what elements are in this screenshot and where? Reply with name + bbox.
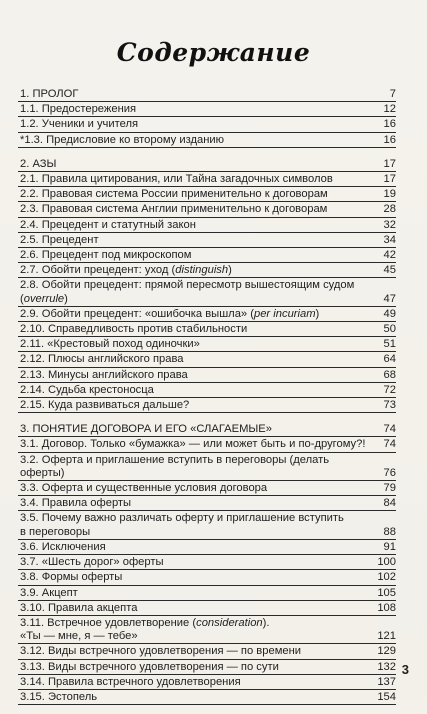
toc-entry[interactable] xyxy=(18,352,396,367)
toc-entry-page: 132 xyxy=(377,660,396,673)
toc-entry-title: 3.4. Правила оферты xyxy=(20,497,132,510)
toc-entry-page: 17 xyxy=(383,157,396,170)
toc-entry-page: 79 xyxy=(383,482,396,495)
toc-entry[interactable] xyxy=(18,157,396,172)
toc-entry-page: 91 xyxy=(383,540,396,553)
toc-entry[interactable] xyxy=(18,102,396,117)
toc-entry-page: 16 xyxy=(383,133,396,146)
toc-entry[interactable] xyxy=(18,453,396,481)
toc-entry-title: 2.3. Правовая система Англии применительно к договорам xyxy=(20,203,328,216)
toc-entry-page: 16 xyxy=(383,118,396,131)
toc-entry-page: 72 xyxy=(383,383,396,396)
toc-entry[interactable] xyxy=(18,398,396,413)
toc-entry-page: 19 xyxy=(383,188,396,201)
toc-entry-title: 3.9. Акцепт xyxy=(20,586,78,599)
toc-entry[interactable] xyxy=(18,555,396,570)
toc-entry-page: 45 xyxy=(383,264,396,277)
toc-entry-title: 2.7. Обойти прецедент: уход (distinguish) xyxy=(20,264,232,277)
toc-entry-title: 2.1. Правила цитирования, или Тайна загадочных символов xyxy=(20,173,333,186)
toc-entry-title: 2.13. Минусы английского права xyxy=(20,368,188,381)
toc-entry[interactable] xyxy=(18,368,396,383)
toc-entry-title: 2.15. Куда развиваться дальше? xyxy=(20,399,190,412)
toc-entry[interactable] xyxy=(18,383,396,398)
toc-entry[interactable] xyxy=(18,422,396,437)
toc-entry-title: 1. ПРОЛОГ xyxy=(20,88,79,100)
toc-entry-title: 2.14. Судьба крестоносца xyxy=(20,383,154,396)
toc-entry-page: 34 xyxy=(383,233,396,246)
toc-entry-title-continued: (overrule) xyxy=(20,292,68,305)
toc-entry-page: 28 xyxy=(383,203,396,216)
toc-entry-page: 68 xyxy=(383,368,396,381)
toc-entry[interactable] xyxy=(18,322,396,337)
toc-entry-title: 2.5. Прецедент xyxy=(20,233,99,246)
toc-entry-page: 102 xyxy=(377,571,396,584)
toc-section xyxy=(18,87,396,148)
toc-entry-page: 137 xyxy=(377,675,396,688)
toc-entry-title: 3.3. Оферта и существенные условия договора xyxy=(20,482,268,495)
toc-entry-title: 3.14. Правила встречного удовлетворения xyxy=(20,675,241,688)
toc-entry-page: 74 xyxy=(383,438,396,451)
toc-entry-title-continued: в переговоры xyxy=(20,525,91,538)
toc-entry[interactable] xyxy=(18,496,396,511)
toc-entry[interactable] xyxy=(18,644,396,659)
toc-entry[interactable] xyxy=(18,278,396,306)
toc-entry-title: 2.4. Прецедент и статутный закон xyxy=(20,218,196,231)
toc-entry-page: 64 xyxy=(383,353,396,366)
toc-entry-page: 12 xyxy=(383,103,396,116)
toc-entry[interactable] xyxy=(18,616,396,644)
toc-entry-title: *1.3. Предисловие ко второму изданию xyxy=(20,133,225,146)
toc-entry-page: 74 xyxy=(383,423,396,436)
toc-entry-title: 3. ПОНЯТИЕ ДОГОВОРА И ЕГО «СЛАГАЕМЫЕ» xyxy=(20,423,272,436)
toc-entry-page: 108 xyxy=(377,601,396,614)
page-title: Содержание xyxy=(116,38,311,67)
toc-entry[interactable] xyxy=(18,202,396,217)
toc-entry-page: 100 xyxy=(377,556,396,569)
toc-entry[interactable] xyxy=(18,87,396,102)
toc-entry-title: 3.5. Почему важно различать оферту и приглашение вступить в переговоры xyxy=(18,512,366,538)
toc-entry[interactable] xyxy=(18,601,396,616)
toc-entry-title: 3.6. Исключения xyxy=(20,540,106,553)
toc-entry[interactable] xyxy=(18,248,396,263)
table-of-contents xyxy=(18,87,396,714)
toc-entry-title: 2.9. Обойти прецедент: «ошибочка вышла» (per incuriam) xyxy=(20,307,320,320)
toc-entry[interactable] xyxy=(18,586,396,601)
toc-entry[interactable] xyxy=(18,660,396,675)
toc-entry-page: 154 xyxy=(377,690,396,703)
toc-entry[interactable] xyxy=(18,117,396,132)
toc-entry-title: 3.15. Эстопель xyxy=(20,690,98,703)
toc-entry-title-continued: «Ты — мне, я — тебе» xyxy=(20,630,138,643)
toc-entry[interactable] xyxy=(18,172,396,187)
page-number: 3 xyxy=(401,662,409,677)
toc-entry-title: 3.1. Договор. Только «бумажка» — или может быть и по-другому?! xyxy=(20,438,366,451)
toc-entry-title: 3.12. Виды встречного удовлетворения — по времени xyxy=(20,645,302,658)
toc-entry-page: 7 xyxy=(389,88,396,100)
toc-entry[interactable] xyxy=(18,437,396,452)
toc-entry-title: 3.11. Встречное удовлетворение (consideration). «Ты — мне, я — тебе» xyxy=(18,617,366,643)
toc-entry[interactable] xyxy=(18,307,396,322)
toc-entry-page: 42 xyxy=(383,249,396,262)
toc-entry[interactable] xyxy=(18,540,396,555)
toc-entry-page: 47 xyxy=(383,292,396,305)
toc-entry-title: 3.8. Формы оферты xyxy=(20,571,123,584)
toc-entry[interactable] xyxy=(18,690,396,705)
toc-entry[interactable] xyxy=(18,187,396,202)
toc-entry[interactable] xyxy=(18,263,396,278)
toc-entry-title: 2.11. «Крестовый поход одиночки» xyxy=(20,338,200,351)
toc-entry-page: 49 xyxy=(383,307,396,320)
toc-entry-page: 121 xyxy=(377,630,396,643)
toc-entry-page: 51 xyxy=(383,338,396,351)
toc-entry[interactable] xyxy=(18,218,396,233)
toc-entry-page: 32 xyxy=(383,218,396,231)
toc-entry-page: 76 xyxy=(383,466,396,479)
toc-entry-title: 2.12. Плюсы английского права xyxy=(20,353,184,366)
toc-entry[interactable] xyxy=(18,233,396,248)
toc-entry-page: 88 xyxy=(383,525,396,538)
toc-section xyxy=(18,157,396,413)
toc-entry-page: 105 xyxy=(377,586,396,599)
toc-entry[interactable] xyxy=(18,570,396,585)
toc-entry-title: 2.10. Справедливость против стабильности xyxy=(20,323,248,336)
toc-entry-title: 2.2. Правовая система России применительно к договорам xyxy=(20,188,328,201)
toc-entry-page: 73 xyxy=(383,399,396,412)
toc-entry[interactable] xyxy=(18,675,396,690)
toc-entry-title: 3.2. Оферта и приглашение вступить в переговоры (делать оферты) xyxy=(20,453,330,479)
toc-entry[interactable] xyxy=(18,511,396,539)
toc-entry-title: 2.8. Обойти прецедент: прямой пересмотр вышестоящим судом (overrule) xyxy=(18,279,366,305)
toc-entry-page: 84 xyxy=(383,497,396,510)
toc-entry-page: 129 xyxy=(377,645,396,658)
toc-entry-title: 3.13. Виды встречного удовлетворения — по сути xyxy=(20,660,279,673)
toc-entry-title: 1.1. Предостережения xyxy=(20,103,137,116)
toc-entry[interactable] xyxy=(18,337,396,352)
toc-entry-title: 1.2. Ученики и учителя xyxy=(20,118,139,131)
toc-entry[interactable] xyxy=(18,133,396,148)
toc-entry-page: 17 xyxy=(383,173,396,186)
toc-section xyxy=(18,422,396,705)
toc-entry-page: 50 xyxy=(383,323,396,336)
toc-entry-title: 2.6. Прецедент под микроскопом xyxy=(20,249,192,262)
toc-entry-title: 3.10. Правила акцепта xyxy=(20,601,138,614)
toc-entry-title: 3.7. «Шесть дорог» оферты xyxy=(20,556,164,569)
toc-entry-title: 2. АЗЫ xyxy=(20,157,57,170)
toc-entry[interactable] xyxy=(18,481,396,496)
